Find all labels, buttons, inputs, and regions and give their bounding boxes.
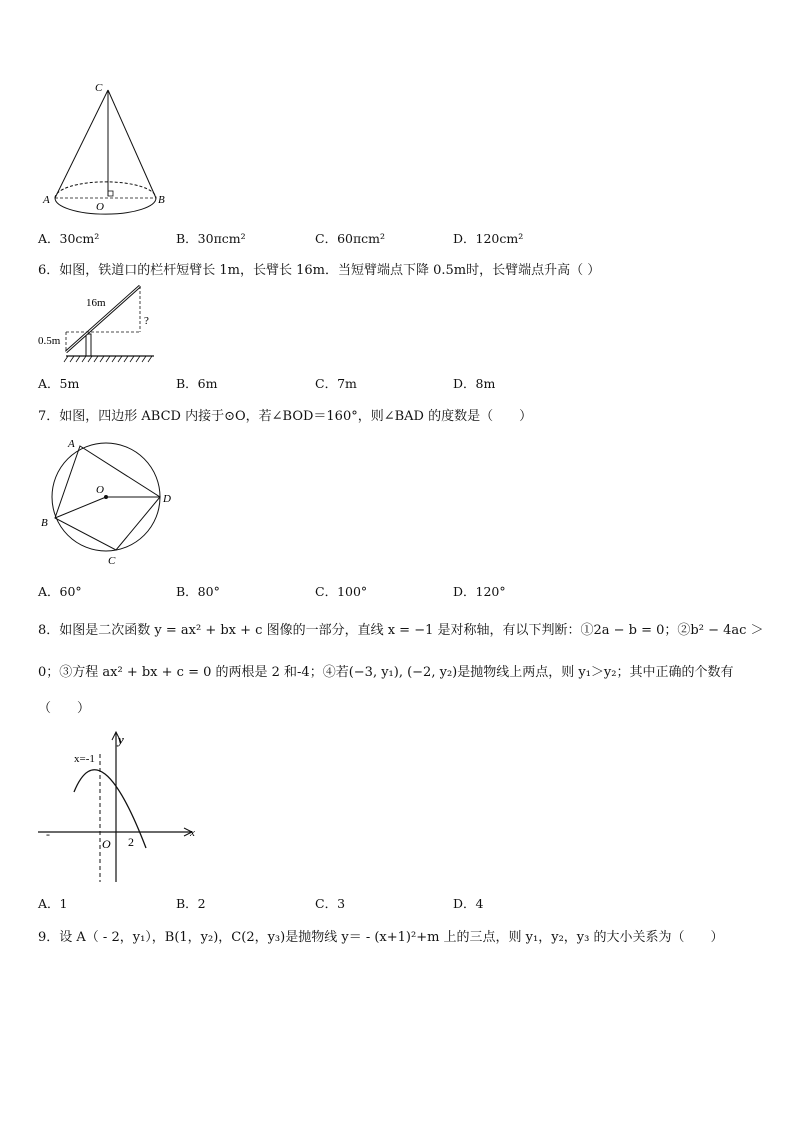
q8-text-line3: （ ） bbox=[38, 701, 91, 716]
parabola-graph bbox=[36, 726, 200, 886]
q8-text-line2: 0；③方程 ax² + bx + c = 0 的两根是 2 和-4；④若(−3, y₁), (−2, y₂)是抛物线上两点，则 y₁＞y₂；其中正确的个数有 bbox=[38, 665, 734, 680]
q8-option-c[interactable]: C．3 bbox=[315, 896, 346, 911]
q6-option-a[interactable]: A．5m bbox=[38, 376, 80, 391]
q5-option-d[interactable]: D．120cm² bbox=[453, 231, 524, 246]
q7-option-c[interactable]: C．100° bbox=[315, 584, 368, 599]
q9-text: 9．设 A（ - 2，y₁），B(1，y₂)，C(2，y₃)是抛物线 y＝ - (x+1)²+m 上的三点，则 y₁，y₂，y₃ 的大小关系为（ ） bbox=[38, 930, 724, 945]
inscribed-quadrilateral-figure bbox=[36, 432, 180, 572]
origin-label: O bbox=[102, 837, 111, 851]
x-axis-label: x bbox=[190, 827, 195, 839]
short-drop-label: 0.5m bbox=[38, 335, 61, 347]
long-arm-label: 16m bbox=[86, 297, 106, 309]
q7-option-b[interactable]: B．80° bbox=[176, 584, 220, 599]
q8-option-b[interactable]: B．2 bbox=[176, 896, 206, 911]
circle-label-b: B bbox=[41, 517, 48, 529]
parabola-figure bbox=[36, 726, 200, 886]
circle-label-d: D bbox=[163, 493, 171, 505]
cone-diagram bbox=[38, 78, 170, 218]
circle-diagram bbox=[36, 432, 180, 572]
cone-label-a: A bbox=[43, 194, 50, 206]
q6-option-d[interactable]: D．8m bbox=[453, 376, 496, 391]
axis-of-symmetry-label: x=-1 bbox=[74, 753, 95, 765]
cone-label-o: O bbox=[96, 201, 104, 213]
root-two-label: 2 bbox=[128, 835, 134, 849]
q6-option-b[interactable]: B．6m bbox=[176, 376, 218, 391]
q8-text-line1: 8．如图是二次函数 y = ax² + bx + c 图像的一部分，直线 x = −1 是对称轴，有以下判断：①2a − b = 0；②b² − 4ac ＞ bbox=[38, 623, 764, 638]
q5-option-c[interactable]: C．60πcm² bbox=[315, 231, 386, 246]
circle-label-a: A bbox=[68, 438, 75, 450]
q5-option-a[interactable]: A．30cm² bbox=[38, 231, 100, 246]
cone-label-c: C bbox=[95, 82, 103, 94]
q7-text: 7．如图，四边形 ABCD 内接于⊙O，若∠BOD＝160°，则∠BAD 的度数是（ ） bbox=[38, 409, 533, 424]
unknown-label: ? bbox=[144, 315, 149, 327]
q7-option-d[interactable]: D．120° bbox=[453, 584, 506, 599]
cone-label-b: B bbox=[158, 194, 165, 206]
q6-option-c[interactable]: C．7m bbox=[315, 376, 357, 391]
railway-barrier-figure bbox=[36, 282, 166, 366]
circle-label-o: O bbox=[96, 484, 104, 496]
q5-option-b[interactable]: B．30πcm² bbox=[176, 231, 246, 246]
minus-mark: - bbox=[46, 827, 50, 841]
y-axis-label: y bbox=[118, 732, 124, 747]
q8-option-d[interactable]: D．4 bbox=[453, 896, 484, 911]
barrier-diagram bbox=[36, 282, 166, 366]
cone-figure bbox=[38, 78, 170, 218]
q7-option-a[interactable]: A．60° bbox=[38, 584, 82, 599]
q6-text: 6．如图，铁道口的栏杆短臂长 1m，长臂长 16m．当短臂端点下降 0.5m时，长臂端点升高（ ） bbox=[38, 263, 601, 278]
circle-label-c: C bbox=[108, 555, 116, 567]
q8-option-a[interactable]: A．1 bbox=[38, 896, 68, 911]
